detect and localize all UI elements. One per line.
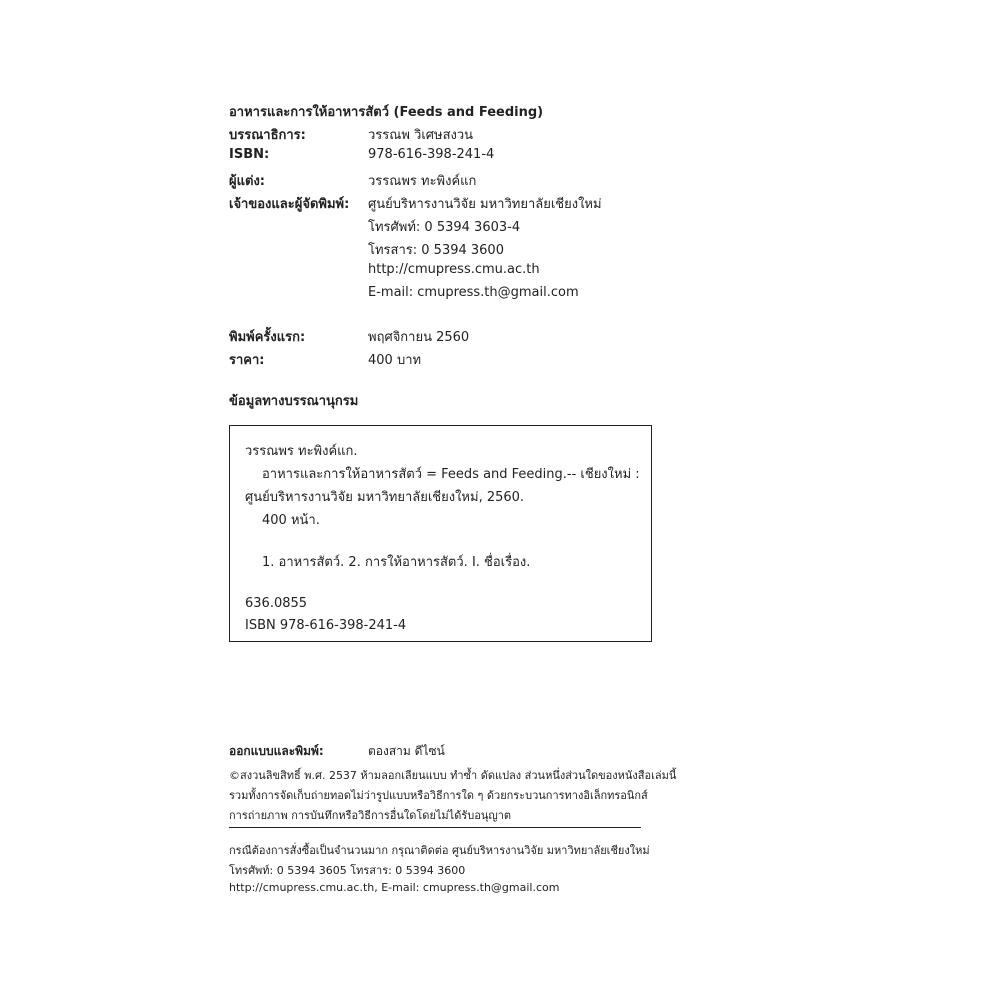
divider-line bbox=[229, 827, 641, 828]
order-line-3: http://cmupress.cmu.ac.th, E-mail: cmupress.th@gmail.com bbox=[229, 881, 560, 894]
catalog-class-number: 636.0855 bbox=[245, 596, 308, 611]
book-title: อาหารและการให้อาหารสัตว์ (Feeds and Feeding) bbox=[229, 105, 544, 120]
publisher-label: เจ้าของและผู้จัดพิมพ์: bbox=[229, 197, 350, 212]
isbn-label: ISBN: bbox=[229, 147, 270, 162]
copyright-line-2: รวมทั้งการจัดเก็บถ่ายทอดไม่ว่ารูปแบบหรือวิธีการใด ๆ ด้วยกระบวนการทางอิเล็กทรอนิกส์ bbox=[229, 789, 648, 802]
editor-value: วรรณพ วิเศษสงวน bbox=[368, 128, 474, 143]
design-value: ตองสาม ดีไซน์ bbox=[368, 744, 445, 758]
publisher-fax: โทรสาร: 0 5394 3600 bbox=[368, 243, 504, 258]
editor-label: บรรณาธิการ: bbox=[229, 128, 306, 143]
catalog-title: อาหารและการให้อาหารสัตว์ = Feeds and Feeding.-- เชียงใหม่ : bbox=[262, 467, 640, 482]
catalog-pages: 400 หน้า. bbox=[262, 513, 320, 528]
copyright-line-3: การถ่ายภาพ การบันทึกหรือวิธีการอื่นใดโดยไม่ได้รับอนุญาต bbox=[229, 809, 512, 822]
catalog-author: วรรณพร ทะพิงค์แก. bbox=[245, 444, 358, 459]
isbn-value: 978-616-398-241-4 bbox=[368, 147, 495, 162]
publisher-phone: โทรศัพท์: 0 5394 3603-4 bbox=[368, 220, 521, 235]
cataloging-heading: ข้อมูลทางบรรณานุกรม bbox=[229, 394, 359, 409]
cataloging-box bbox=[229, 425, 652, 642]
catalog-isbn: ISBN 978-616-398-241-4 bbox=[245, 618, 407, 633]
price-value: 400 บาท bbox=[368, 353, 422, 368]
author-label: ผู้แต่ง: bbox=[229, 174, 265, 189]
edition-label: พิมพ์ครั้งแรก: bbox=[229, 330, 306, 345]
design-label: ออกแบบและพิมพ์: bbox=[229, 744, 324, 758]
publisher-email: E-mail: cmupress.th@gmail.com bbox=[368, 285, 579, 300]
order-line-2: โทรศัพท์: 0 5394 3605 โทรสาร: 0 5394 3600 bbox=[229, 864, 466, 877]
author-value: วรรณพร ทะพิงค์แก bbox=[368, 174, 477, 189]
publisher-value: ศูนย์บริหารงานวิจัย มหาวิทยาลัยเชียงใหม่ bbox=[368, 197, 602, 212]
copyright-line-1: ©สงวนลิขสิทธิ์ พ.ศ. 2537 ห้ามลอกเลียนแบบ ทำซ้ำ ดัดแปลง ส่วนหนึ่งส่วนใดของหนังสือเล่มนี้ bbox=[229, 769, 677, 782]
catalog-subjects: 1. อาหารสัตว์. 2. การให้อาหารสัตว์. I. ชื่อเรื่อง. bbox=[262, 555, 531, 570]
edition-value: พฤศจิกายน 2560 bbox=[368, 330, 470, 345]
publisher-website: http://cmupress.cmu.ac.th bbox=[368, 262, 540, 277]
order-line-1: กรณีต้องการสั่งซื้อเป็นจำนวนมาก กรุณาติดต่อ ศูนย์บริหารงานวิจัย มหาวิทยาลัยเชียงใหม่ bbox=[229, 844, 650, 857]
price-label: ราคา: bbox=[229, 353, 265, 368]
catalog-publisher: ศูนย์บริหารงานวิจัย มหาวิทยาลัยเชียงใหม่, 2560. bbox=[245, 490, 525, 505]
